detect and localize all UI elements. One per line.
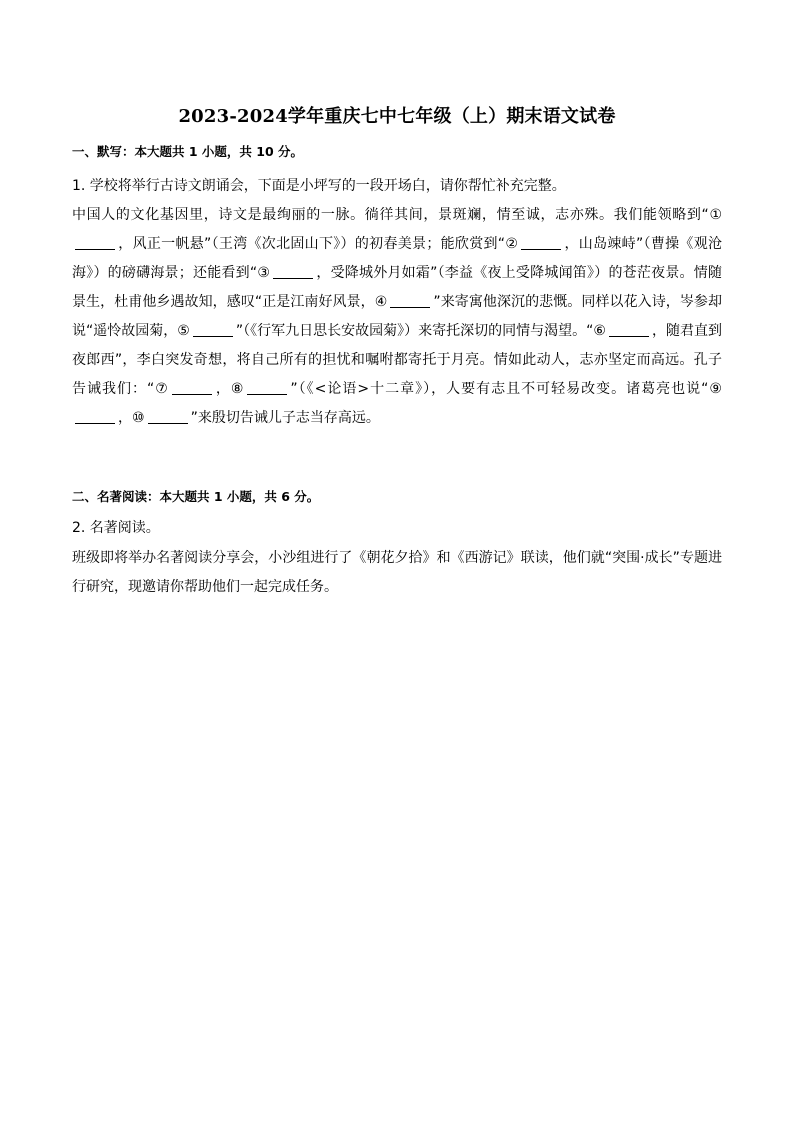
passage-segment: ，随君直到夜郎西”，李白突发奇想，将自己所有的担忧和嘱咐都寄托于月亮。情如此动人，志亦坚定而高远。孔子告诫我们：“⑦ [72, 323, 722, 397]
answer-blank-4[interactable] [390, 293, 430, 308]
answer-blank-5[interactable] [193, 322, 233, 337]
passage-segment: ，受降城外月如霜”（李益《夜上受降城闻笛》）的苍茫夜景。情随景生，杜甫他乡遇故知，感叹“正是江南好风景，④ [72, 265, 722, 310]
question-1-passage [72, 201, 722, 433]
answer-blank-6[interactable] [609, 322, 649, 337]
passage-segment: ，⑧ [214, 381, 245, 397]
passage-segment: 中国人的文化基因里，诗文是最绚丽的一脉。徜徉其间，景斑斓，情至诚，志亦殊。我们能领略到“① [72, 207, 722, 223]
page-title: 2023-2024学年重庆七中七年级（上）期末语文试卷 [178, 106, 616, 127]
section-heading-label: 一、默写：本大题共 1 小题，共 10 分。 [72, 144, 304, 159]
section-heading-label: 二、名著阅读：本大题共 1 小题，共 6 分。 [72, 489, 320, 504]
passage-segment: ”（《行军九日思长安故园菊》）来寄托深切的同情与渴望。“⑥ [235, 323, 606, 339]
passage-segment: ，山岛竦峙”（曹操《观沧海》）的磅礴海景；还能看到“③ [72, 236, 722, 281]
section-heading-dictation [72, 143, 303, 161]
section-heading-reading [72, 488, 319, 506]
answer-blank-10[interactable] [148, 409, 188, 424]
passage-segment: ”来殷切告诫儿子志当存高远。 [190, 410, 380, 426]
passage-segment: ”来寄寓他深沉的悲慨。同样以花入诗，岑参却说“遥怜故园菊，⑤ [72, 294, 722, 339]
answer-blank-1[interactable] [75, 235, 115, 250]
question-1-stem: 1. 学校将举行古诗文朗诵会，下面是小坪写的一段开场白，请你帮忙补充完整。 [72, 178, 566, 194]
answer-blank-8[interactable] [247, 380, 287, 395]
answer-blank-9[interactable] [75, 409, 115, 424]
question-2-passage: 班级即将举办名著阅读分享会，小沙组进行了《朝花夕拾》和《西游记》联读，他们就“突围·成长”专题进行研究，现邀请你帮助他们一起完成任务。 [72, 550, 722, 595]
question-2-stem: 2. 名著阅读。 [72, 520, 160, 536]
answer-blank-7[interactable] [172, 380, 212, 395]
passage-segment: ，风正一帆悬”（王湾《次北固山下》）的初春美景；能欣赏到“② [118, 236, 519, 252]
answer-blank-2[interactable] [521, 235, 561, 250]
passage-segment: ，⑩ [118, 410, 145, 426]
answer-blank-3[interactable] [273, 264, 313, 279]
passage-segment: ”（《<论语>十二章》），人要有志且不可轻易改变。诸葛亮也说“⑨ [290, 381, 722, 397]
